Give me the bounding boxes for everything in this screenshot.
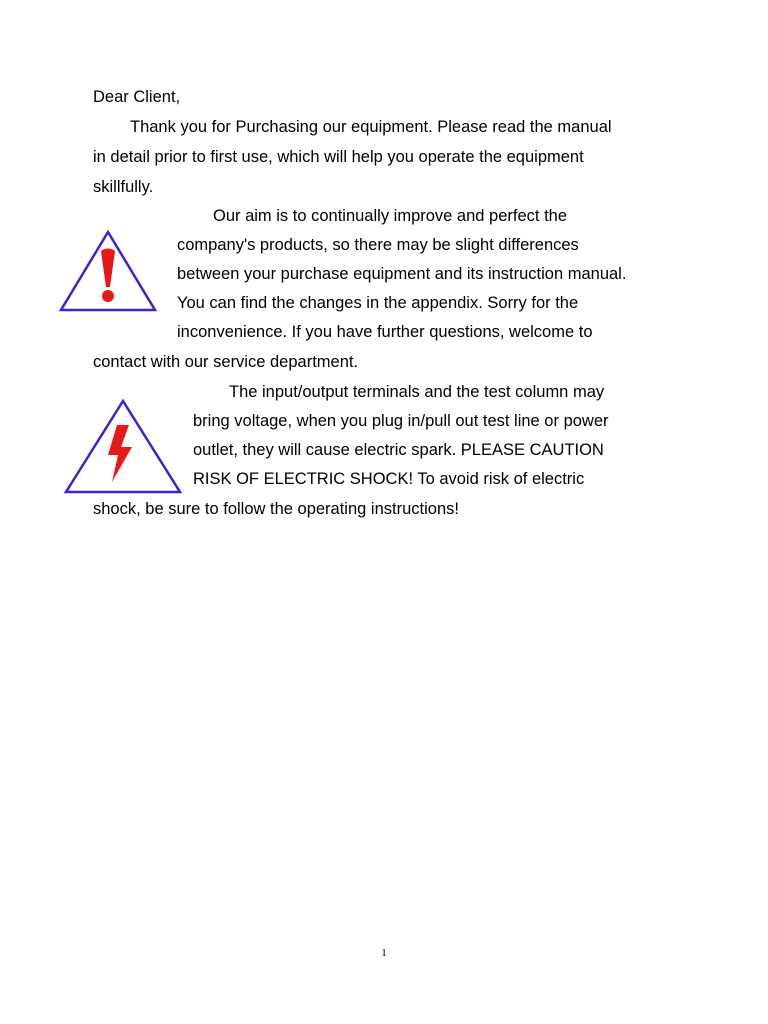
improvement-line-5: inconvenience. If you have further questions, welcome to <box>177 323 593 341</box>
intro-line-2: in detail prior to first use, which will help you operate the equipment <box>93 148 584 166</box>
intro-line-1: Thank you for Purchasing our equipment. Please read the manual <box>130 118 612 136</box>
shock-line-1: The input/output terminals and the test column may <box>229 383 605 401</box>
improvement-line-1: Our aim is to continually improve and perfect the <box>213 207 568 225</box>
improvement-line-3: between your purchase equipment and its instruction manual. <box>177 265 627 283</box>
exclamation-warning-icon <box>58 229 158 313</box>
improvement-line-6: contact with our service department. <box>93 353 359 371</box>
shock-line-2: bring voltage, when you plug in/pull out test line or power <box>193 412 609 430</box>
shock-line-5: shock, be sure to follow the operating instructions! <box>93 500 459 518</box>
salutation: Dear Client, <box>93 88 181 106</box>
electric-shock-warning-icon <box>63 398 183 495</box>
improvement-line-2: company's products, so there may be slight differences <box>177 236 579 254</box>
intro-line-3: skillfully. <box>93 178 154 196</box>
shock-line-4: RISK OF ELECTRIC SHOCK! To avoid risk of electric <box>193 470 585 488</box>
page-number: 1 <box>381 947 387 959</box>
improvement-line-4: You can find the changes in the appendix. Sorry for the <box>177 294 579 312</box>
shock-line-3: outlet, they will cause electric spark. PLEASE CAUTION <box>193 441 604 459</box>
